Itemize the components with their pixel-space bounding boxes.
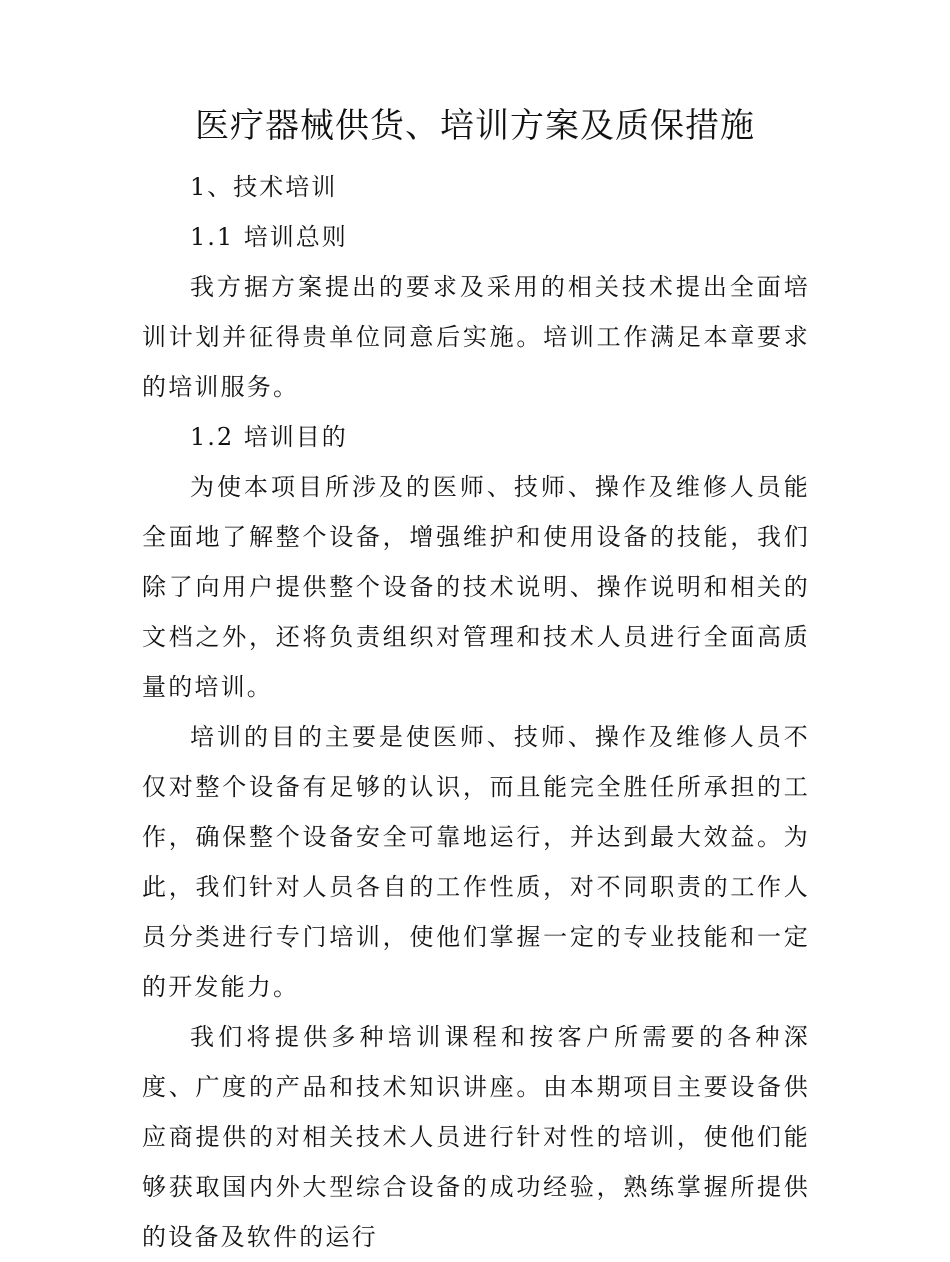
paragraph-training-principles: 我方据方案提出的要求及采用的相关技术提出全面培训计划并征得贵单位同意后实施。培训工作满足本章要求的培训服务。 bbox=[142, 273, 810, 401]
paragraph-training-goal: 培训的目的主要是使医师、技师、操作及维修人员不仅对整个设备有足够的认识，而且能完全胜任所承担的工作，确保整个设备安全可靠地运行，并达到最大效益。为此，我们针对人员各自的工作性质，对不同职责的工作人员分类进行专门培训，使他们掌握一定的专业技能和一定的开发能力。 bbox=[142, 723, 810, 1001]
section-heading-technical-training: 1、技术培训 bbox=[190, 173, 338, 201]
section-heading-training-principles: 1.1 培训总则 bbox=[190, 223, 348, 251]
section-heading-training-purpose: 1.2 培训目的 bbox=[190, 423, 348, 451]
document-title: 医疗器械供货、培训方案及质保措施 bbox=[195, 106, 755, 146]
paragraph-training-purpose: 为使本项目所涉及的医师、技师、操作及维修人员能全面地了解整个设备，增强维护和使用设备的技能，我们除了向用户提供整个设备的技术说明、操作说明和相关的文档之外，还将负责组织对管理和技术人员进行全面高质量的培训。 bbox=[142, 473, 810, 701]
paragraph-training-courses: 我们将提供多种培训课程和按客户所需要的各种深度、广度的产品和技术知识讲座。由本期项目主要设备供应商提供的对相关技术人员进行针对性的培训，使他们能够获取国内外大型综合设备的成功经验，熟练掌握所提供的设备及软件的运行 bbox=[142, 1023, 810, 1251]
document-body bbox=[142, 162, 810, 1262]
